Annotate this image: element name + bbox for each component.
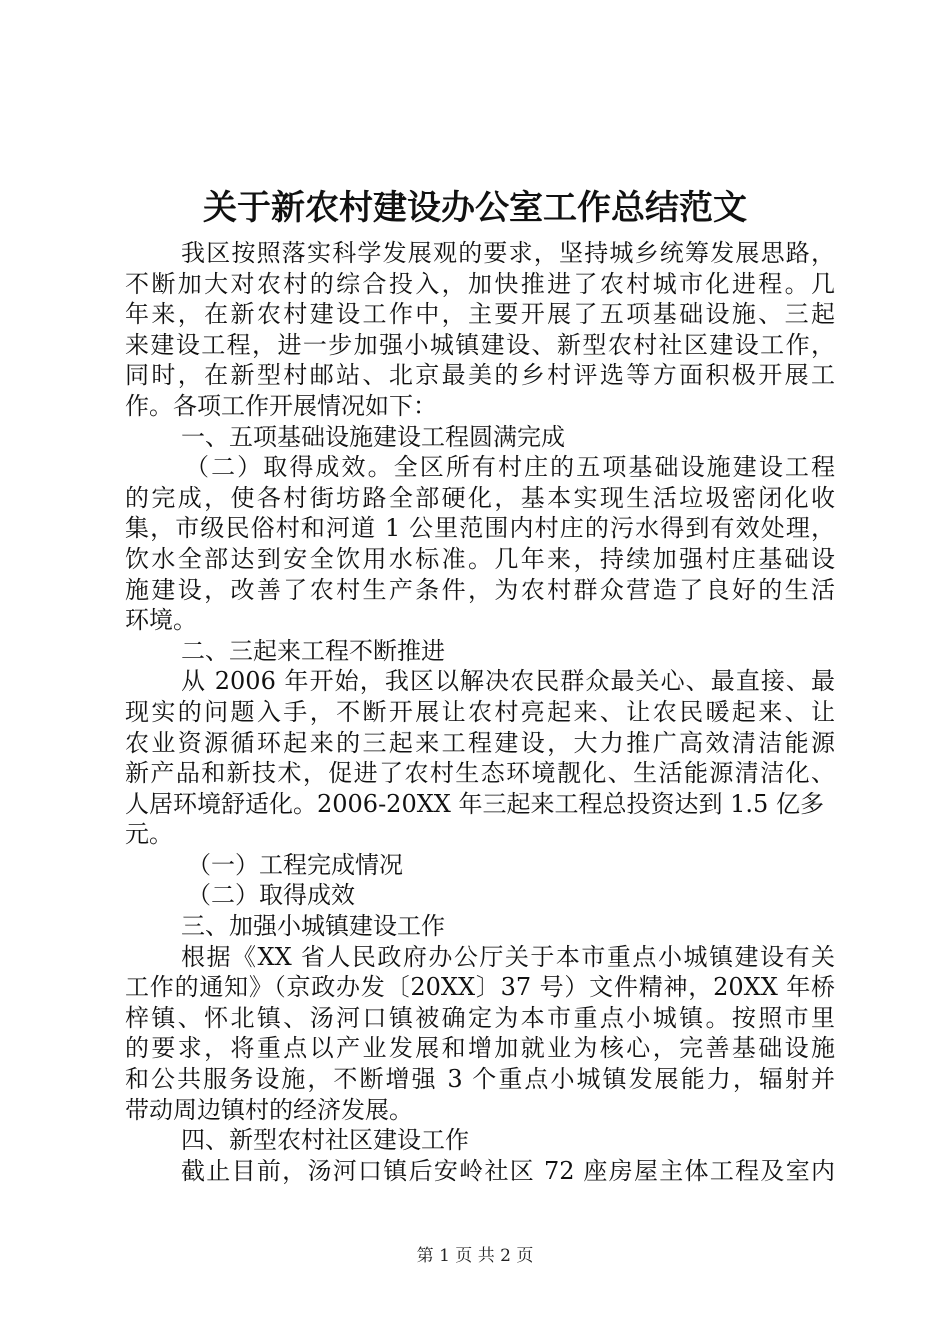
body-line: 农业资源循环起来的三起来工程建设，大力推广高效清洁能源: [125, 728, 835, 757]
body-line: 的完成，使各村街坊路全部硬化，基本实现生活垃圾密闭化收: [125, 483, 835, 512]
section-heading-3: 三、加强小城镇建设工作: [181, 912, 445, 941]
body-line: 环境。: [125, 606, 197, 635]
section-heading-4: 四、新型农村社区建设工作: [181, 1126, 469, 1155]
body-line: 不断加大对农村的综合投入，加快推进了农村城市化进程。几: [125, 269, 835, 298]
subsection-heading: （二）取得成效: [187, 881, 355, 910]
body-line: 的要求，将重点以产业发展和增加就业为核心，完善基础设施: [125, 1034, 835, 1063]
body-line: 截止目前，汤河口镇后安岭社区 72 座房屋主体工程及室内: [181, 1156, 835, 1185]
body-line: 人居环境舒适化。2006-20XX 年三起来工程总投资达到 1.5 亿多: [125, 789, 824, 818]
body-line: 集，市级民俗村和河道 1 公里范围内村庄的污水得到有效处理，: [125, 514, 835, 543]
body-line: 元。: [125, 820, 173, 849]
body-line: 根据《XX 省人民政府办公厅关于本市重点小城镇建设有关: [181, 942, 835, 971]
body-line: 作。各项工作开展情况如下：: [125, 391, 437, 420]
body-line: 同时，在新型村邮站、北京最美的乡村评选等方面积极开展工: [125, 361, 835, 390]
body-line: 我区按照落实科学发展观的要求，坚持城乡统筹发展思路，: [181, 239, 835, 267]
body-line: 带动周边镇村的经济发展。: [125, 1095, 413, 1124]
subsection-heading: （一）工程完成情况: [187, 850, 403, 879]
body-line: 梓镇、怀北镇、汤河口镇被确定为本市重点小城镇。按照市里: [125, 1003, 835, 1032]
body-line: 饮水全部达到安全饮用水标准。几年来，持续加强村庄基础设: [125, 544, 835, 573]
body-line: 和公共服务设施，不断增强 3 个重点小城镇发展能力，辐射并: [125, 1065, 835, 1094]
body-line: 年来，在新农村建设工作中，主要开展了五项基础设施、三起: [125, 300, 835, 329]
body-line: （二）取得成效。全区所有村庄的五项基础设施建设工程: [185, 453, 835, 482]
body-line: 来建设工程，进一步加强小城镇建设、新型农村社区建设工作，: [125, 330, 835, 359]
body-line: 新产品和新技术，促进了农村生态环境靓化、生活能源清洁化、: [125, 759, 835, 788]
body-line: 现实的问题入手，不断开展让农村亮起来、让农民暖起来、让: [125, 697, 835, 726]
section-heading-1: 一、五项基础设施建设工程圆满完成: [181, 422, 565, 451]
page-footer: 第 1 页 共 2 页: [416, 1246, 534, 1266]
document-title: 关于新农村建设办公室工作总结范文: [203, 188, 747, 228]
document-body: [125, 238, 835, 1186]
section-heading-2: 二、三起来工程不断推进: [181, 636, 445, 665]
body-line: 施建设，改善了农村生产条件，为农村群众营造了良好的生活: [125, 575, 835, 604]
body-line: 工作的通知》（京政办发〔20XX〕37 号）文件精神，20XX 年桥: [125, 973, 835, 1002]
body-line: 从 2006 年开始，我区以解决农民群众最关心、最直接、最: [181, 667, 835, 696]
